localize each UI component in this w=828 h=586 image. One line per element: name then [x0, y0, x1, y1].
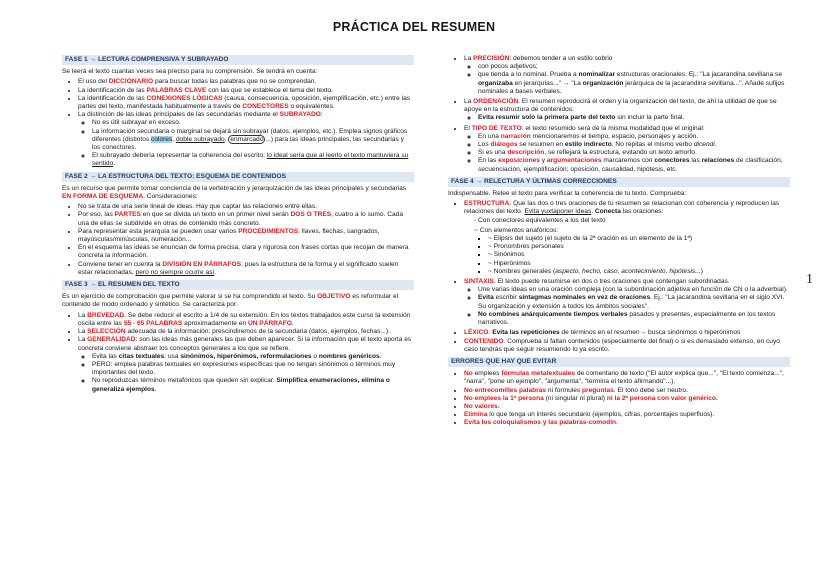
- list-item: ◦ No es útil subrayar en exceso.: [92, 119, 414, 127]
- section-heading-fase-4: FASE 4 → RELECTURA Y ÚLTIMAS CORRECCIONES: [448, 177, 790, 187]
- fase-1-intro: Se leerá el texto cuantas veces sea preciso para su comprensión. Se tendrá en cuenta:: [62, 68, 318, 76]
- errores-section: [448, 357, 790, 428]
- list-item: • La identificación de las CONEXIONES LÓGICAS (causa, consecuencia, oposición, ejemplificación, etc.) entre las partes del texto, manifestada habitualmente a través de CONECTORES o equivalentes.: [78, 95, 414, 111]
- list-item: ◦ El subrayado debería representar la coherencia del escrito: lo ideal sería que al leerlo el texto mantuviera su sentido.: [92, 152, 414, 168]
- list-item: • La ORDENACIÓN. El resumen reproducirá el orden y la organización del texto, de ahí la utilidad de que se apoye en la estructura de contenidos: ◦ Evita resumir solo la primera parte del texto sin incluir la parte final.: [464, 98, 790, 123]
- list-item: • Conviene tener en cuenta la DIVISIÓN EN PÁRRAFOS, pues la estructura de la forma y el significado suelen estar relacionadas, pero no siempre ocurre así.: [78, 261, 414, 277]
- list-item: ◦ En una narración mencionaremos el tiempo, espacio, personajes y acción.: [478, 133, 790, 141]
- right-column: [448, 55, 790, 430]
- list-item: • Elimina lo que tenga un interés secundario (ejemplos, cifras, porcentajes superfluos).: [464, 411, 790, 419]
- list-item: • No valores.: [464, 403, 790, 411]
- list-item: ~ ▪ Sinónimos: [488, 251, 790, 259]
- list-item: • LÉXICO. Evita las repeticiones de términos en el resumen→ busca sinónimos o hiperónimos: [464, 329, 790, 337]
- fase-3-list: [62, 312, 414, 394]
- list-item: • En el esquema las ideas se enuncian de forma precisa, clara y rigurosa con frases cortas que recojan de manera concreta la información.: [78, 244, 414, 260]
- list-item: • La distinción de las ideas principales de las secundarias mediante el SUBRAYADO: ◦ No es útil subrayar en exceso. ◦ La información secundaria o marginal se dejará sin subrayar (datos, ejemplos, etc.). Emplea signos gráficos diferentes (distintos colores, doble subrayado, enmarcado ...) para las ideas principales, las secundarias y los conectores. ◦ El subrayado debería representar la coherencia del escrito: lo ideal sería que al leerlo el texto mantuviera su sentido.: [78, 111, 414, 168]
- list-item: • Evita los coloquialismos y las palabras-comodín.: [464, 419, 790, 427]
- list-item: • No emplees la 1ª persona (ni singular ni plural) ni la 2ª persona con valor genérico.: [464, 395, 790, 403]
- left-column: [62, 55, 414, 396]
- section-heading-fase-3: FASE 3 → EL RESUMEN DEL TEXTO: [62, 280, 414, 290]
- list-item: ◦ La información secundaria o marginal se dejará sin subrayar (datos, ejemplos, etc.). Emplea signos gráficos diferentes (distintos colores, doble subrayado, enmarcado ...) para las ideas principales, las secundarias y los conectores.: [92, 128, 414, 153]
- list-item: • Por eso, las PARTES en que se divida un texto en un primer nivel serán DOS O TRES, cuatro a lo sumo. Cada una de ellas se subdivide en otras de contenido más concreto.: [78, 211, 414, 227]
- fase-4-intro: Indispensable. Relee el texto para verificar la coherencia de tu texto. Comprueba:: [448, 190, 687, 198]
- list-item: ◦ Evita las citas textuales: usa sinónimos, hiperónimos, reformulaciones o nombres genéricos.: [92, 353, 414, 361]
- list-item: • La PRECISIÓN: debemos tender a un estilo sobrio ◦ con pocos adjetivos; ◦ que tienda a lo nominal. Prueba a nominalizar estructuras oracionales. Ej.: "La jacarandina sevillana se organizaba en jerarquías..." → "La organización jerárquica de la jacarandina sevillana...". Añade sufijos nominales a bases verbales.: [464, 55, 790, 96]
- list-item: ◦ Los diálogos se resumen en estilo indirecto. No repitas el mismo verbo dicendi.: [478, 141, 790, 149]
- list-item: ~ ▪ Nombres generales (aspecto, hecho, caso, acontecimiento, hipótesis...): [488, 268, 790, 276]
- fase-3-intro: Es un ejercicio de comprobación que permite valorar si se ha comprendido el texto. Su OBJETIVO es reformular el contenido de modo ordenado y sintético. Se caracteriza por:: [62, 293, 399, 309]
- list-item: • La identificación de las PALABRAS CLAVE con las que se establece el tema del texto.: [78, 87, 414, 95]
- list-item: • La BREVEDAD. Se debe reducir el escrito a 1/4 de su extensión. En los textos trabajados este curso la extensión oscila entre las 55 - 65 PALABRAS aproximadamente en UN PÁRRAFO.: [78, 312, 414, 328]
- fase-2-list: [62, 203, 414, 277]
- list-item: • La SELECCIÓN adecuada de la información: prescindiremos de la secundaria (datos, ejemplos, fechas...).: [78, 328, 414, 336]
- list-item: ◦ No reproduzcas términos metafóricos que queden sin explicar. Simplifica enumeraciones, elimina o generaliza ejemplos.: [92, 377, 414, 393]
- list-item: • La GENERALIDAD: son las ideas más generales las que deben aparecer. Si la información que el texto aporta es concreta conviene abstraer los conceptos generales a los que se refiere. ◦ Evita las citas textuales: usa sinónimos, hiperónimos, reformulaciones o nombres genéricos. ◦ PERO: emplea palabras textuales en expresiones específicas que no tengan sinónimos o términos muy importantes del texto. ◦ No reproduzcas términos metafóricos que queden sin explicar. Simplifica enumeraciones, elimina o generaliza ejemplos.: [78, 336, 414, 393]
- list-item: ◦ Evita resumir solo la primera parte del texto sin incluir la parte final.: [478, 114, 790, 122]
- list-item: ~ ▪ Elipsis del sujeto (el sujeto de la 2ª oración es un elemento de la 1ª): [488, 235, 790, 243]
- list-item: • ESTRUCTURA. Que las dos o tres oraciones de tu resumen se relacionan con coherencia y reproducen las relaciones del texto. Evita yuxtaponer ideas. Conecta las oraciones: - Con conectores equivalentes a los del texto ~ Con elementos anafóricos: ~ ▪ Elipsis del sujeto (el sujeto de la 2ª oración es un elemento de la 1ª) ~ ▪ Pronombres personales ~ ▪ Sinónimos ~ ▪ Hiperónimos ~ ▪ Nombres generales (aspecto, hecho, caso, acontecimiento, hipótesis...): [464, 200, 790, 276]
- errores-list: [448, 370, 790, 427]
- list-item: ◦ Si es una descripción, se reflejará la estructura, evitando un texto amorfo.: [478, 149, 790, 157]
- list-item: ◦ que tienda a lo nominal. Prueba a nominalizar estructuras oracionales. Ej.: "La jacarandina sevillana se organizaba en jerarquías..." → "La organización jerárquica de la jacarandina sevillana...". Añade sufijos nominales a bases verbales.: [478, 71, 790, 96]
- list-item: ◦ Une varias ideas en una oración compleja (con la subordinación adjetiva en función de CN o la adverbial).: [478, 286, 790, 294]
- list-item: • SINTAXIS. El texto puede resumirse en dos o tres oraciones que contengan subordinadas. ◦ Une varias ideas en una oración compleja (con la subordinación adjetiva en función de CN o la adverbial). ◦ Evita escribir sintagmas nominales en vez de oraciones. Ej.: "La jacarandina sevillana en el siglo XVI. Su organización y extensión a todos los ámbitos sociales". ◦ No combines anárquicamente tiempos verbales pasados y presentes, especialmente en los textos narrativos.: [464, 278, 790, 327]
- list-item: • No emplees fórmulas metatextuales de comentario de texto ("El autor explica que...", "El texto comienza...", "narra", "pone un ejemplo", "argumenta", "termina el texto afirmando"...).: [464, 370, 790, 386]
- list-item: • El uso del DICCIONARIO para buscar todas las palabras que no se comprendan.: [78, 78, 414, 86]
- list-item: ◦ PERO: emplea palabras textuales en expresiones específicas que no tengan sinónimos o términos muy importantes del texto.: [92, 361, 414, 377]
- list-item: ~ ▪ Hiperónimos: [488, 260, 790, 268]
- list-item: • No entrecomilles palabras ni formules preguntas. El tono debe ser neutro.: [464, 387, 790, 395]
- section-heading-errores: ERRORES QUE HAY QUE EVITAR: [448, 357, 790, 367]
- list-item: ◦ con pocos adjetivos;: [478, 63, 790, 71]
- page-title: PRÁCTICA DEL RESUMEN: [332, 20, 496, 34]
- page-number: 1: [806, 272, 813, 287]
- section-heading-fase-2: FASE 2 → LA ESTRUCTURA DEL TEXTO: ESQUEMA DE CONTENIDOS: [62, 172, 414, 182]
- list-item: ◦ No combines anárquicamente tiempos verbales pasados y presentes, especialmente en los textos narrativos.: [478, 311, 790, 327]
- list-item: ~ ▪ Pronombres personales: [488, 243, 790, 251]
- fase-3-list-continued: [448, 55, 790, 174]
- fase-2-intro: Es un recurso que permite tomar conciencia de la vertebración y jerarquización de las ideas principales y secundarias EN FORMA DE ESQUEMA. Consideraciones:: [62, 184, 407, 201]
- list-item: ◦ En las exposiciones y argumentaciones marcaremos con conectores las relaciones de clasificación, secuenciación, ejemplificación; oposición, causalidad, hipótesis, etc.: [478, 157, 790, 173]
- fase-4-list: [448, 200, 790, 354]
- list-item: - Con conectores equivalentes a los del texto: [474, 217, 790, 225]
- section-heading-fase-1: FASE 1 → LECTURA COMPRENSIVA Y SUBRAYADO: [62, 55, 414, 65]
- list-item: • CONTENIDO. Comprueba si faltan contenidos (especialmente del final) o si es demasiado extenso, en cuyo caso tendrás que seguir resumiendo lo ya escrito.: [464, 338, 790, 354]
- list-item: • El TIPO DE TEXTO: el texto resumido será de la misma modalidad que el original: ◦ En una narración mencionaremos el tiempo, espacio, personajes y acción. ◦ Los diálogos se resumen en estilo indirecto. No repitas el mismo verbo dicendi. ◦ Si es una descripción, se reflejará la estructura, evitando un texto amorfo. ◦ En las exposiciones y argumentaciones marcaremos con conectores las relaciones de clasificación, secuenciación, ejemplificación; oposición, causalidad, hipótesis, etc.: [464, 125, 790, 174]
- list-item: • Para representar esta jerarquía se pueden usar varios PROCEDIMIENTOS: llaves, flechas, sangrados, mayúsculas/minúsculas, numeración...: [78, 228, 414, 244]
- list-item: • No se trata de una serie lineal de ideas. Hay que captar las relaciones entre ellas.: [78, 203, 414, 211]
- list-item: ~ Con elementos anafóricos: ~ ▪ Elipsis del sujeto (el sujeto de la 2ª oración es un elemento de la 1ª) ~ ▪ Pronombres personales ~ ▪ Sinónimos ~ ▪ Hiperónimos ~ ▪ Nombres generales (aspecto, hecho, caso, acontecimiento, hipótesis...): [474, 227, 790, 276]
- fase-1-list: [62, 78, 414, 168]
- list-item: ◦ Evita escribir sintagmas nominales en vez de oraciones. Ej.: "La jacarandina sevillana en el siglo XVI. Su organización y extensión a todos los ámbitos sociales".: [478, 294, 790, 310]
